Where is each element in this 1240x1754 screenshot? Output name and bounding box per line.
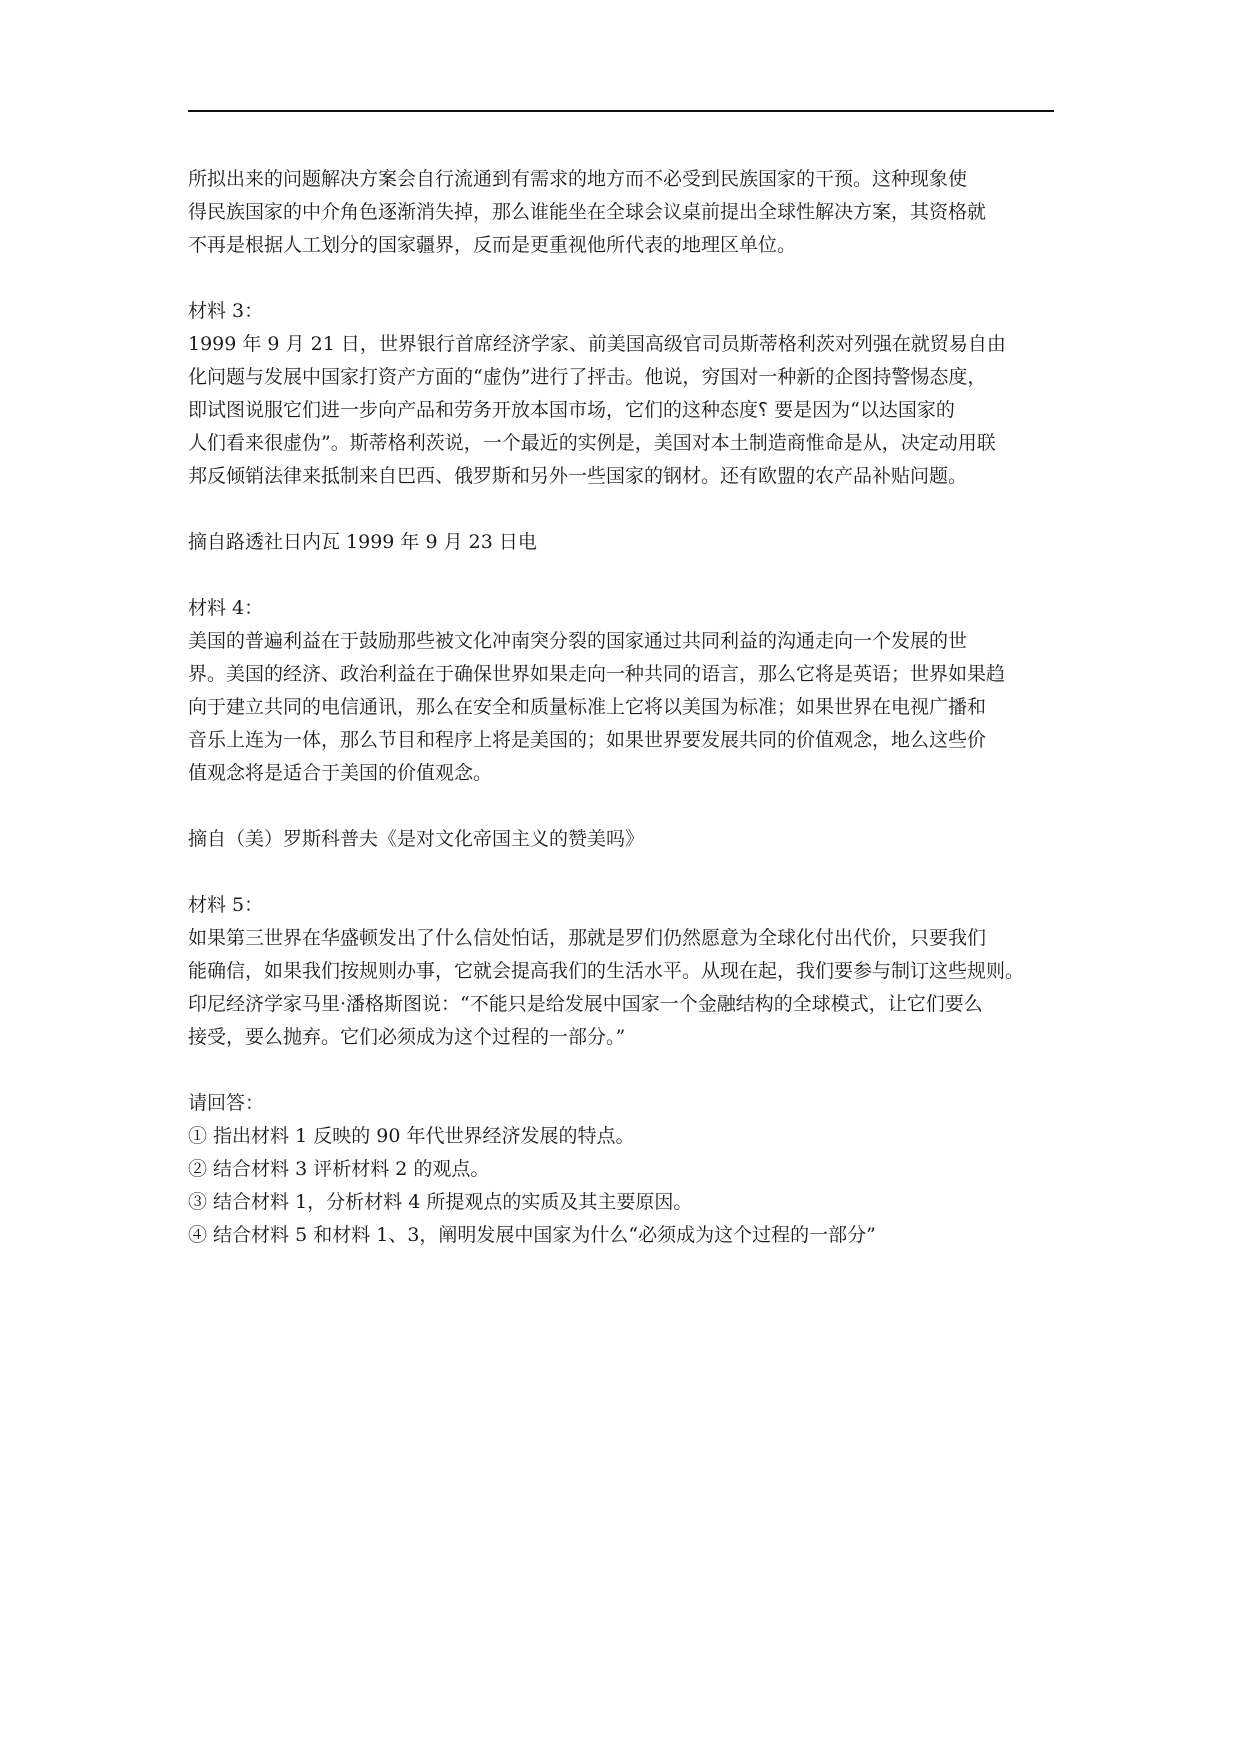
text-line: 所拟出来的问题解决方案会自行流通到有需求的地方而不必受到民族国家的干预。这种现象使 xyxy=(188,168,968,190)
material-source: 摘自（美）罗斯科普夫《是对文化帝国主义的赞美吗》 xyxy=(188,828,645,850)
material-4 xyxy=(188,592,1068,856)
question-item: ① 指出材料 1 反映的 90 年代世界经济发展的特点。 xyxy=(188,1125,635,1147)
text-line: 得民族国家的中介角色逐渐消失掉，那么谁能坐在全球会议桌前提出全球性解决方案，其资格就 xyxy=(188,201,987,223)
material-source: 摘自路透社日内瓦 1999 年 9 月 23 日电 xyxy=(188,531,537,553)
question-item: ③ 结合材料 1，分析材料 4 所提观点的实质及其主要原因。 xyxy=(188,1191,693,1213)
material-5 xyxy=(188,889,1068,1054)
question-item: ④ 结合材料 5 和材料 1、3，阐明发展中国家为什么“必须成为这个过程的一部分” xyxy=(188,1224,876,1246)
text-line: 如果第三世界在华盛顿发出了什么信处怕话，那就是罗们仍然愿意为全球化付出代价，只要我们 xyxy=(188,927,987,949)
text-line: 人们看来很虚伪”。斯蒂格利茨说，一个最近的实例是，美国对本土制造商惟命是从，决定动用联 xyxy=(188,432,996,454)
text-line: 值观念将是适合于美国的价值观念。 xyxy=(188,762,493,784)
text-line: 接受，要么抛弃。它们必须成为这个过程的一部分。” xyxy=(188,1026,626,1048)
text-line: 1999 年 9 月 21 日，世界银行首席经济学家、前美国高级官司员斯蒂格利茨对列强在就贸易自由 xyxy=(188,333,1006,355)
text-line: 向于建立共同的电信通讯，那么在安全和质量标准上它将以美国为标准；如果世界在电视广播和 xyxy=(188,696,987,718)
questions xyxy=(188,1087,1068,1252)
question-item: ② 结合材料 3 评析材料 2 的观点。 xyxy=(188,1158,490,1180)
text-line: 音乐上连为一体，那么节目和程序上将是美国的；如果世界要发展共同的价值观念，地么这些价 xyxy=(188,729,987,751)
text-line: 美国的普遍利益在于鼓励那些被文化冲南突分裂的国家通过共同利益的沟通走向一个发展的世 xyxy=(188,630,968,652)
material-label: 材料 5： xyxy=(188,894,264,916)
questions-label: 请回答： xyxy=(188,1092,265,1114)
text-line: 化问题与发展中国家打资产方面的“虚伪”进行了抨击。他说，穷国对一种新的企图持警惕态度， xyxy=(188,366,987,388)
document-body xyxy=(188,163,1068,1252)
intro-paragraph xyxy=(188,163,1068,262)
material-label: 材料 3： xyxy=(188,300,264,322)
material-3 xyxy=(188,295,1068,559)
text-line: 即试图说服它们进一步向产品和劳务开放本国市场，它们的这种态度؟ 要是因为“以达国家的 xyxy=(188,399,955,421)
text-line: 印尼经济学家马里·潘格斯图说：“不能只是给发展中国家一个金融结构的全球模式，让它们要么 xyxy=(188,993,983,1015)
header-rule xyxy=(188,110,1054,112)
text-line: 能确信，如果我们按规则办事，它就会提高我们的生活水平。从现在起，我们要参与制订这些规则。 xyxy=(188,960,1025,982)
text-line: 不再是根据人工划分的国家疆界，反而是更重视他所代表的地理区单位。 xyxy=(188,234,797,256)
text-line: 邦反倾销法律来抵制来自巴西、俄罗斯和另外一些国家的钢材。还有欧盟的农产品补贴问题。 xyxy=(188,465,968,487)
text-line: 界。美国的经济、政治利益在于确保世界如果走向一种共同的语言，那么它将是英语；世界如果趋 xyxy=(188,663,1006,685)
material-label: 材料 4： xyxy=(188,597,264,619)
